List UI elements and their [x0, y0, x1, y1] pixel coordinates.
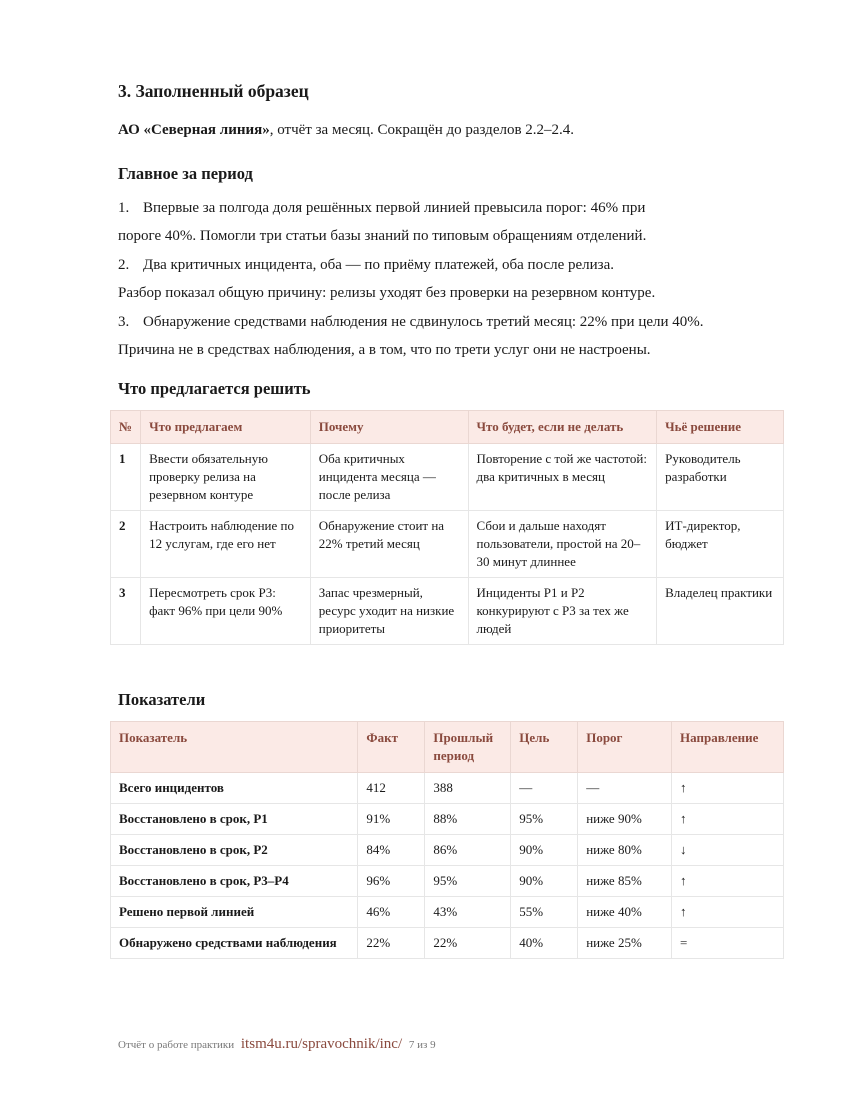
row-number: 1: [111, 444, 141, 511]
table-cell: ниже 40%: [578, 897, 672, 928]
table-cell: 43%: [425, 897, 511, 928]
section-title: 3. Заполненный образец: [118, 81, 309, 101]
table-cell: —: [578, 773, 672, 804]
column-header: Показатель: [111, 722, 358, 773]
list-item-number: 1.: [118, 200, 130, 216]
table-row: [111, 804, 784, 835]
table-cell: Настроить наблюдение по 12 услугам, где его нет: [141, 511, 311, 578]
table-cell: 55%: [511, 897, 578, 928]
list-item: [118, 195, 784, 250]
column-header: Цель: [511, 722, 578, 773]
list-item-number: 2.: [118, 257, 130, 273]
row-number: 2: [111, 511, 141, 578]
list-item-text: пороге 40%. Помогли три статьи базы знаний по типовым обращениям отделений.: [118, 227, 647, 244]
row-number: 3: [111, 578, 141, 645]
table-cell: Инциденты P1 и P2 конкурируют с P3 за тех же людей: [468, 578, 657, 645]
table-cell: 88%: [425, 804, 511, 835]
table-row: [111, 928, 784, 959]
table-cell: 96%: [358, 866, 425, 897]
footer-link[interactable]: itsm4u.ru/spravochnik/inc/: [240, 1036, 403, 1052]
list-item-text: Впервые за полгода доля решённых первой линией превысила порог: 46% при: [143, 200, 646, 216]
table-cell: 22%: [358, 928, 425, 959]
table-cell: Повторение с той же частотой: два критичных в месяц: [468, 444, 657, 511]
column-header: Факт: [358, 722, 425, 773]
intro-text: , отчёт за месяц. Сокращён до разделов 2.2–2.4.: [269, 122, 575, 138]
table-cell: Руководитель разработки: [657, 444, 784, 511]
table-cell: ниже 90%: [578, 804, 672, 835]
table-cell: 40%: [511, 928, 578, 959]
table-header-row: [111, 722, 784, 773]
metric-name: Восстановлено в срок, P1: [111, 804, 358, 835]
page-content: [118, 80, 784, 959]
column-header: Что будет, если не делать: [468, 411, 657, 444]
list-item-text: Два критичных инцидента, оба — по приёму платежей, оба после релиза.: [143, 257, 615, 273]
list-item: [118, 252, 784, 307]
direction-arrow: ↑: [672, 866, 784, 897]
table-row: [111, 444, 784, 511]
table-cell: ниже 80%: [578, 835, 672, 866]
table-cell: 388: [425, 773, 511, 804]
page-number: 7 из 9: [408, 1039, 436, 1051]
table-cell: Запас чрезмерный, ресурс уходит на низкие приоритеты: [310, 578, 468, 645]
column-header: Порог: [578, 722, 672, 773]
company-name: АО «Северная линия»: [118, 122, 270, 138]
table-cell: 95%: [511, 804, 578, 835]
table-cell: 91%: [358, 804, 425, 835]
column-header: №: [111, 411, 141, 444]
table-cell: ниже 25%: [578, 928, 672, 959]
table-cell: 86%: [425, 835, 511, 866]
table-cell: 46%: [358, 897, 425, 928]
table-cell: 90%: [511, 866, 578, 897]
metric-name: Решено первой линией: [111, 897, 358, 928]
section-intro: [118, 119, 784, 141]
list-item-number: 3.: [118, 314, 130, 330]
metrics-heading: Показатели: [118, 690, 206, 709]
list-item-text: Причина не в средствах наблюдения, а в том, что по трети услуг они не настроены.: [118, 341, 651, 358]
metric-name: Восстановлено в срок, P3–P4: [111, 866, 358, 897]
summary-heading: Главное за период: [118, 164, 253, 183]
table-row: [111, 578, 784, 645]
direction-arrow: ↓: [672, 835, 784, 866]
list-item-text: Обнаружение средствами наблюдения не сдвинулось третий месяц: 22% при цели 40%.: [143, 314, 704, 330]
table-row: [111, 835, 784, 866]
table-row: [111, 511, 784, 578]
column-header: Направление: [672, 722, 784, 773]
table-cell: 412: [358, 773, 425, 804]
direction-arrow: =: [672, 928, 784, 959]
table-cell: 22%: [425, 928, 511, 959]
table-cell: Пересмотреть срок P3: факт 96% при цели 90%: [141, 578, 311, 645]
page-footer: [118, 1036, 436, 1053]
summary-list: [118, 195, 784, 364]
table-cell: Оба критичных инцидента месяца — после релиза: [310, 444, 468, 511]
metric-name: Всего инцидентов: [111, 773, 358, 804]
metric-name: Обнаружено средствами наблюдения: [111, 928, 358, 959]
table-row: [111, 866, 784, 897]
decisions-heading: Что предлагается решить: [118, 379, 311, 398]
table-cell: 90%: [511, 835, 578, 866]
table-cell: —: [511, 773, 578, 804]
list-item: [118, 309, 784, 364]
table-cell: 84%: [358, 835, 425, 866]
direction-arrow: ↑: [672, 897, 784, 928]
table-row: [111, 773, 784, 804]
table-cell: ИТ-директор, бюджет: [657, 511, 784, 578]
decisions-table: [110, 410, 784, 645]
table-cell: Владелец практики: [657, 578, 784, 645]
table-cell: Обнаружение стоит на 22% третий месяц: [310, 511, 468, 578]
table-cell: Сбои и дальше находят пользователи, простой на 20–30 минут длиннее: [468, 511, 657, 578]
direction-arrow: ↑: [672, 804, 784, 835]
column-header: Чьё решение: [657, 411, 784, 444]
list-item-text: Разбор показал общую причину: релизы уходят без проверки на резервном контуре.: [118, 284, 656, 301]
table-header-row: [111, 411, 784, 444]
column-header: Почему: [310, 411, 468, 444]
table-cell: Ввести обязательную проверку релиза на резервном контуре: [141, 444, 311, 511]
direction-arrow: ↑: [672, 773, 784, 804]
metrics-table: [110, 721, 784, 959]
table-cell: 95%: [425, 866, 511, 897]
table-cell: ниже 85%: [578, 866, 672, 897]
column-header: Что предлагаем: [141, 411, 311, 444]
table-row: [111, 897, 784, 928]
column-header: Прошлый период: [425, 722, 511, 773]
footer-report-label: Отчёт о работе практики: [118, 1039, 235, 1051]
metric-name: Восстановлено в срок, P2: [111, 835, 358, 866]
